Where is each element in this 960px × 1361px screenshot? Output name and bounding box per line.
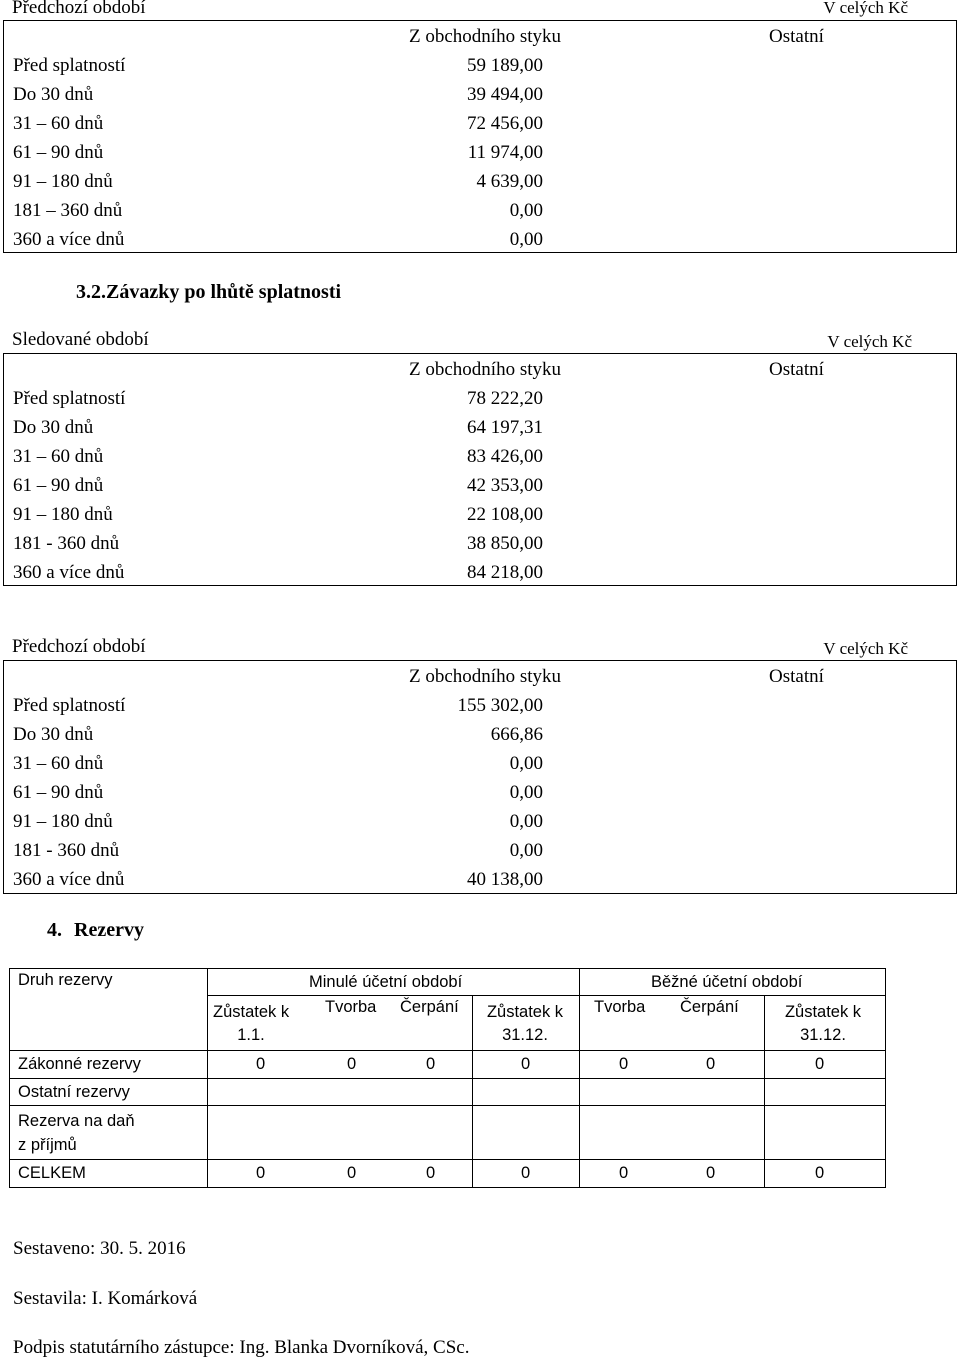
- table-row: [4, 196, 956, 225]
- row-value: 42 353,00: [467, 475, 543, 496]
- cell-value: 0: [619, 1055, 629, 1073]
- row-value: 83 426,00: [467, 446, 543, 467]
- row-label: Zákonné rezervy: [18, 1055, 141, 1073]
- row-label: 360 a více dnů: [13, 229, 125, 250]
- table-row: [4, 807, 956, 836]
- table-row: [4, 529, 956, 558]
- row-label: 91 – 180 dnů: [13, 504, 113, 525]
- sub-opening-header: Zůstatek k 1.1.: [213, 1003, 290, 1044]
- sub-creation-header: Tvorba: [325, 998, 377, 1016]
- row-label: 360 a více dnů: [13, 869, 125, 890]
- sub-closing-header: Zůstatek k 31.12.: [486, 1003, 564, 1044]
- row-value: 0,00: [509, 782, 543, 803]
- prev-receivables-unit: V celých Kč: [823, 0, 908, 17]
- sub-closing2-header: Zůstatek k 31.12.: [784, 1003, 862, 1044]
- row-label: Rezerva na daň: [18, 1112, 135, 1130]
- row-label: 31 – 60 dnů: [13, 753, 104, 774]
- cell-value: 0: [619, 1164, 629, 1182]
- cell-value: 0: [706, 1164, 716, 1182]
- cell-value: 0: [815, 1055, 825, 1073]
- row-label: 181 - 360 dnů: [13, 840, 120, 861]
- cell-value: 0: [256, 1164, 266, 1182]
- row-label: CELKEM: [18, 1164, 86, 1182]
- table-row: [4, 500, 956, 529]
- cell-value: 0: [426, 1164, 436, 1182]
- prev-liabilities-table: [3, 660, 957, 894]
- row-label: Před splatností: [13, 388, 126, 409]
- current-liabilities-unit: V celých Kč: [827, 332, 912, 351]
- compiled-by: Sestavila: I. Komárková: [13, 1288, 198, 1309]
- row-label: 181 – 360 dnů: [13, 200, 123, 221]
- table-row: [4, 471, 956, 500]
- cell-value: 0: [256, 1055, 266, 1073]
- table-row: [4, 167, 956, 196]
- row-value: 0,00: [509, 840, 543, 861]
- row-label: 61 – 90 dnů: [13, 475, 104, 496]
- table-row: [4, 720, 956, 749]
- row-label: 91 – 180 dnů: [13, 171, 113, 192]
- row-value: 22 108,00: [467, 504, 543, 525]
- row-label: Do 30 dnů: [13, 417, 94, 438]
- row-value: 84 218,00: [467, 562, 543, 583]
- col-other: Ostatní: [769, 26, 824, 47]
- current-liabilities-title: Sledované období: [12, 329, 149, 350]
- row-label: 91 – 180 dnů: [13, 811, 113, 832]
- cell-value: 0: [706, 1055, 716, 1073]
- row-value: 0,00: [509, 753, 543, 774]
- sub-usage2-header: Čerpání: [680, 998, 739, 1016]
- row-value: 666,86: [490, 724, 543, 745]
- table-row: [4, 384, 956, 413]
- table-row: [4, 836, 956, 865]
- group-curr-header: Běžné účetní období: [651, 973, 803, 991]
- table-row: [4, 80, 956, 109]
- group-prev-header: Minulé účetní období: [309, 973, 463, 991]
- table-row: [4, 225, 956, 254]
- compiled-date: Sestaveno: 30. 5. 2016: [13, 1238, 186, 1259]
- row-label: Ostatní rezervy: [18, 1083, 130, 1101]
- cell-value: 0: [521, 1164, 531, 1182]
- table-row: [4, 51, 956, 80]
- row-label: Před splatností: [13, 695, 126, 716]
- col-trade: Z obchodního styku: [409, 359, 561, 380]
- cell-value: 0: [815, 1164, 825, 1182]
- row-label: 360 a více dnů: [13, 562, 125, 583]
- row-value: 64 197,31: [467, 417, 543, 438]
- prev-liabilities-title: Předchozí období: [12, 636, 146, 657]
- section-number: 3.2.: [76, 281, 106, 303]
- row-label-line2: z příjmů: [18, 1136, 77, 1154]
- row-label: 181 - 360 dnů: [13, 533, 120, 554]
- table-row: [4, 138, 956, 167]
- col-trade: Z obchodního styku: [409, 666, 561, 687]
- col-type-header: Druh rezervy: [18, 971, 113, 989]
- table-row: [4, 109, 956, 138]
- row-value: 4 639,00: [476, 171, 543, 192]
- sub-creation2-header: Tvorba: [594, 998, 646, 1016]
- section-4-heading: [47, 919, 144, 942]
- row-value: 0,00: [509, 811, 543, 832]
- row-label: 61 – 90 dnů: [13, 142, 104, 163]
- cell-value: 0: [347, 1164, 357, 1182]
- section-title: Rezervy: [74, 919, 144, 941]
- current-liabilities-table: [3, 353, 957, 586]
- reserves-table: [9, 968, 886, 1188]
- prev-receivables-title: Předchozí období: [12, 0, 146, 18]
- statutory-signature: Podpis statutárního zástupce: Ing. Blanka Dvorníková, CSc.: [13, 1337, 470, 1358]
- row-label: Před splatností: [13, 55, 126, 76]
- row-value: 155 302,00: [457, 695, 543, 716]
- table-row: [4, 865, 956, 894]
- row-value: 0,00: [509, 200, 543, 221]
- row-label: 31 – 60 dnů: [13, 113, 104, 134]
- table-row: [4, 442, 956, 471]
- table-row: [4, 778, 956, 807]
- row-value: 59 189,00: [467, 55, 543, 76]
- section-3-2-heading: [76, 281, 341, 304]
- row-value: 40 138,00: [467, 869, 543, 890]
- table-row: [4, 413, 956, 442]
- section-title: Závazky po lhůtě splatnosti: [106, 281, 342, 303]
- row-label: Do 30 dnů: [13, 84, 94, 105]
- row-value: 78 222,20: [467, 388, 543, 409]
- row-value: 0,00: [509, 229, 543, 250]
- cell-value: 0: [521, 1055, 531, 1073]
- table-row: [4, 558, 956, 587]
- row-label: Do 30 dnů: [13, 724, 94, 745]
- row-value: 38 850,00: [467, 533, 543, 554]
- cell-value: 0: [347, 1055, 357, 1073]
- table-row: [4, 749, 956, 778]
- section-number: 4.: [47, 919, 62, 941]
- row-value: 11 974,00: [467, 142, 543, 163]
- row-label: 61 – 90 dnů: [13, 782, 104, 803]
- sub-usage-header: Čerpání: [400, 998, 459, 1016]
- row-label: 31 – 60 dnů: [13, 446, 104, 467]
- cell-value: 0: [426, 1055, 436, 1073]
- table-row: [4, 691, 956, 720]
- prev-receivables-table: [3, 20, 957, 253]
- col-other: Ostatní: [769, 359, 824, 380]
- row-value: 72 456,00: [467, 113, 543, 134]
- col-trade: Z obchodního styku: [409, 26, 561, 47]
- row-value: 39 494,00: [467, 84, 543, 105]
- prev-liabilities-unit: V celých Kč: [823, 639, 908, 658]
- col-other: Ostatní: [769, 666, 824, 687]
